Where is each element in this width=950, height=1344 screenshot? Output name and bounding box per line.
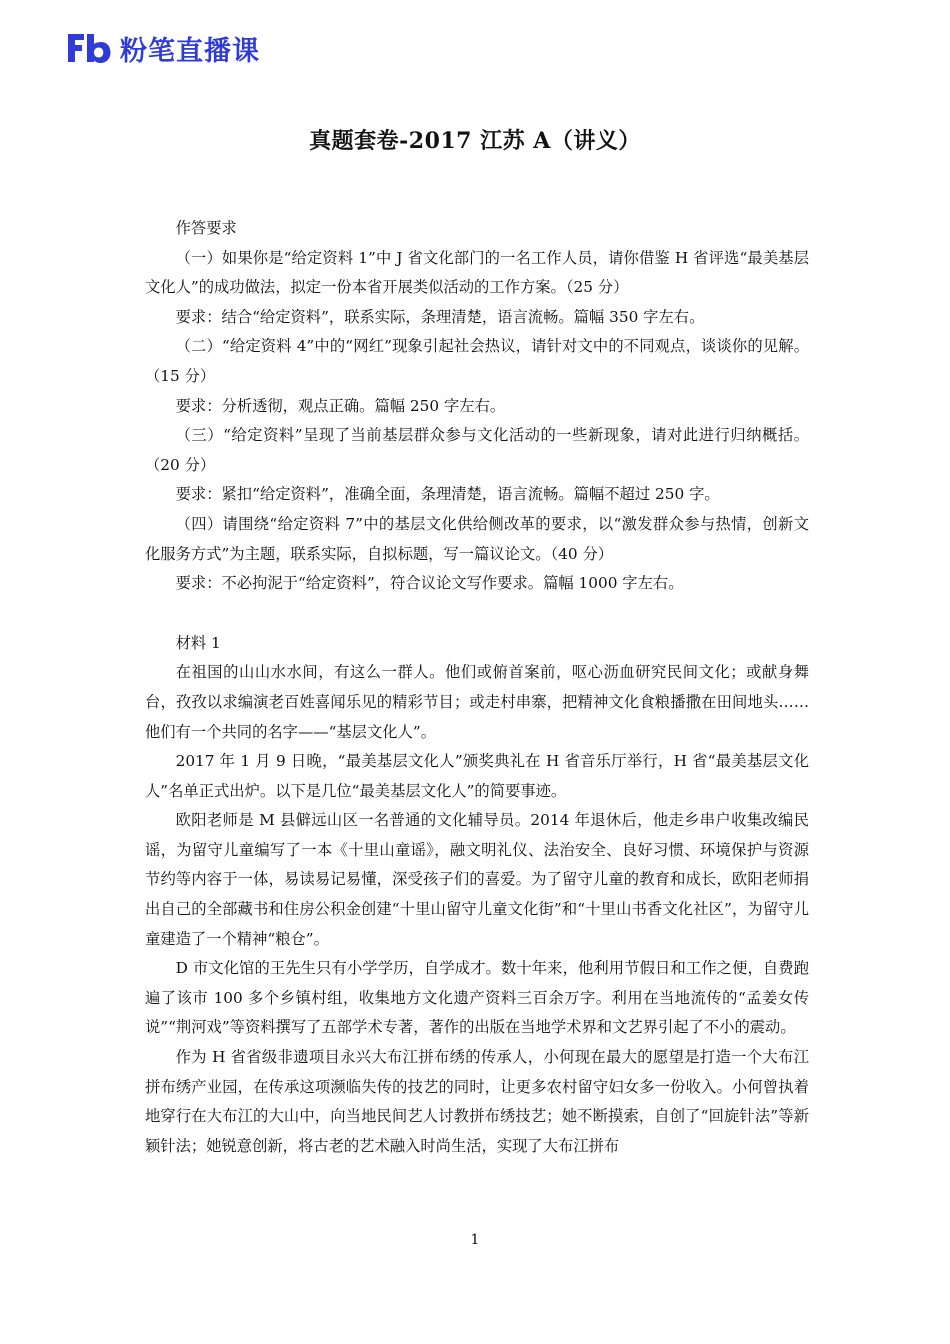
question-3-requirement: 要求：紧扣“给定资料”，准确全面，条理清楚，语言流畅。篇幅不超过 250 字。 (175, 485, 720, 504)
question-4: （四）请围绕“给定资料 7”中的基层文化供给侧改革的要求，以“激发群众参与热情，创新文化服务方式”为主题，联系实际，自拟标题，写一篇议论文。（40 分） (145, 514, 809, 563)
question-2-requirement: 要求：分析透彻，观点正确。篇幅 250 字左右。 (175, 396, 506, 415)
brand-logo (66, 28, 260, 68)
question-3: （三）“给定资料”呈现了当前基层群众参与文化活动的一些新现象，请对此进行归纳概括。（20 分） (145, 426, 809, 474)
material-1-paragraph: 在祖国的山山水水间，有这么一群人。他们或俯首案前，呕心沥血研究民间文化；或献身舞台，孜孜以求编演老百姓喜闻乐见的精彩节目；或走村串寨，把精神文化食粮播撒在田间地头……他们有一个共同的名字——“基层文化人”。 (145, 663, 809, 741)
document-body (145, 214, 809, 1161)
requirements-heading: 作答要求 (175, 219, 237, 237)
fenbi-fb-logo-icon (66, 30, 112, 66)
document-title: 真题套卷-2017 江苏 A（讲义） (309, 128, 641, 154)
material-1-paragraph: 欧阳老师是 M 县僻远山区一名普通的文化辅导员。2014 年退休后，他走乡串户收集改编民谣，为留守儿童编写了一本《十里山童谣》，融文明礼仪、法治安全、良好习惯、环境保护与资源节约等内容于一体，易读易记易懂，深受孩子们的喜爱。为了留守儿童的教育和成长，欧阳老师捐出自己的全部藏书和住房公积金创建“十里山留守儿童文化街”和“十里山书香文化社区”，为留守儿童建造了一个精神“粮仓”。 (145, 811, 809, 948)
material-1-paragraph: 作为 H 省省级非遗项目永兴大布江拼布绣的传承人，小何现在最大的愿望是打造一个大布江拼布绣产业园，在传承这项濒临失传的技艺的同时，让更多农村留守妇女多一份收入。小何曾执着地穿行在大布江的大山中，向当地民间艺人讨教拼布绣技艺；她不断摸索，自创了“回旋针法”等新颖针法；她锐意创新，将古老的艺术融入时尚生活，实现了大布江拼布 (145, 1048, 809, 1155)
question-1-requirement: 要求：结合“给定资料”，联系实际，条理清楚，语言流畅。篇幅 350 字左右。 (175, 307, 705, 326)
brand-name: 粉笔直播课 (120, 35, 260, 67)
material-1-heading: 材料 1 (175, 633, 221, 652)
question-4-requirement: 要求：不必拘泥于“给定资料”，符合议论文写作要求。篇幅 1000 字左右。 (175, 574, 684, 593)
material-1-paragraph: 2017 年 1 月 9 日晚，“最美基层文化人”颁奖典礼在 H 省音乐厅举行，H 省“最美基层文化人”名单正式出炉。以下是几位“最美基层文化人”的简要事迹。 (145, 752, 809, 800)
material-1-paragraph: D 市文化馆的王先生只有小学学历，自学成才。数十年来，他利用节假日和工作之便，自费跑遍了该市 100 多个乡镇村组，收集地方文化遗产资料三百余万字。利用在当地流传的“孟姜女传说”“荆河戏”等资料撰写了五部学术专著，著作的出版在当地学术界和文艺界引起了不小的震动。 (145, 959, 809, 1037)
question-2: （二）“给定资料 4”中的“网红”现象引起社会热议，请针对文中的不同观点，谈谈你的见解。（15 分） (145, 337, 809, 385)
page-number: 1 (470, 1232, 480, 1248)
question-1: （一）如果你是“给定资料 1”中 J 省文化部门的一名工作人员，请你借鉴 H 省评选“最美基层文化人”的成功做法，拟定一份本省开展类似活动的工作方案。（25 分） (145, 248, 809, 297)
